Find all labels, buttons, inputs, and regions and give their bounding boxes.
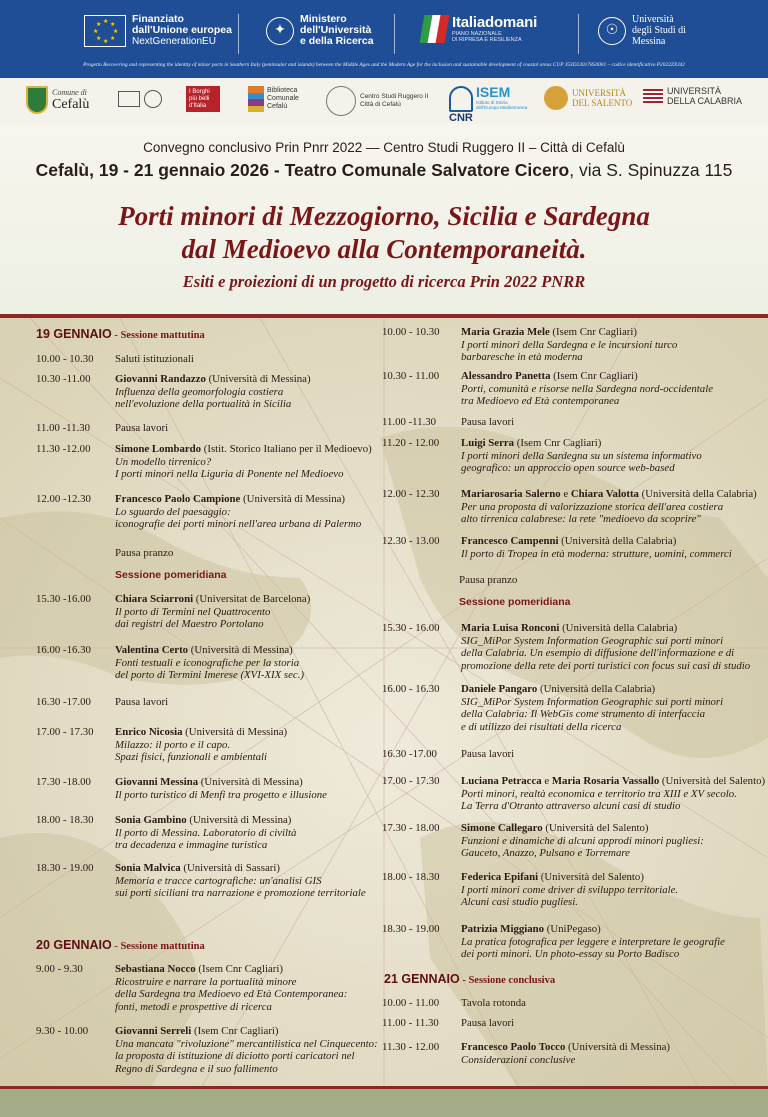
affiliation: (Università della Calabria) bbox=[559, 622, 678, 634]
affiliation: (Università di Messina) bbox=[565, 1041, 671, 1053]
time: 9.30 - 10.00 bbox=[36, 1025, 89, 1037]
schedule-row bbox=[36, 644, 304, 682]
day21-date: 21 GENNAIO bbox=[384, 972, 460, 986]
talk-title: Lo sguardo del paesaggio: bbox=[115, 505, 231, 518]
talk-title: barbaresche in età moderna bbox=[461, 351, 583, 363]
schedule-row bbox=[382, 871, 678, 909]
funding-banner bbox=[0, 0, 768, 78]
schedule-row bbox=[382, 923, 725, 961]
ruggero-2: Città di Cefalù bbox=[360, 101, 401, 108]
salento-2: DEL SALENTO bbox=[572, 98, 633, 108]
schedule-row bbox=[382, 437, 702, 475]
affiliation: (Istit. Storico Italiano per il Medioevo) bbox=[201, 443, 372, 455]
affiliation: (Isem Cnr Cagliari) bbox=[514, 437, 602, 449]
time: 10.30 -11.00 bbox=[36, 373, 91, 385]
schedule-row bbox=[36, 373, 311, 411]
affiliation: (Università di Messina) bbox=[205, 373, 311, 385]
speaker: Chiara Valotta bbox=[570, 488, 639, 500]
biblioteca-bars-icon bbox=[248, 86, 264, 112]
cnr-logo-icon bbox=[449, 86, 473, 112]
time: 16.00 -16.30 bbox=[36, 644, 91, 656]
speaker: Daniele Pangaro bbox=[461, 683, 538, 695]
talk-title: Un modello tirrenico? bbox=[115, 455, 212, 468]
affiliation: (Università di Messina) bbox=[188, 644, 293, 656]
speaker: Enrico Nicosia bbox=[115, 726, 183, 738]
talk-title: Il porto di Messina. Laboratorio di civiltà bbox=[115, 826, 297, 839]
speaker: Sonia Gambino bbox=[115, 814, 187, 826]
speaker: Sebastiana Nocco bbox=[115, 963, 196, 975]
speaker: Alessandro Panetta bbox=[461, 370, 551, 382]
talk-title: Porti, comunità e risorse nella Sardegna nord-occidentale bbox=[461, 382, 713, 395]
time: 17.00 - 17.30 bbox=[382, 775, 440, 787]
talk-title: Il porto di Tropea in età moderna: strutture, uomini, commerci bbox=[461, 547, 732, 560]
talk-title: Gauceto, Anazzo, Pulsano e Torremare bbox=[461, 847, 630, 859]
schedule-row bbox=[382, 997, 526, 1010]
schedule-row bbox=[382, 535, 732, 560]
day21-session: - Sessione conclusiva bbox=[459, 975, 556, 986]
unime-logo bbox=[598, 14, 686, 47]
borghi-text: I Borghi più belli d'Italia bbox=[186, 86, 220, 112]
talk-title: La Terra d'Otranto attraverso alcuni casi di studio bbox=[461, 800, 681, 812]
date-line bbox=[0, 160, 768, 181]
italia-domani-sub1: PIANO NAZIONALE bbox=[452, 31, 502, 37]
schedule-row bbox=[36, 696, 168, 709]
time: 9.00 - 9.30 bbox=[36, 963, 83, 975]
description: Pausa lavori bbox=[115, 696, 169, 708]
talk-title: Memoria e tracce cartografiche: un'analisi GIS bbox=[115, 874, 322, 887]
schedule-row bbox=[382, 1041, 670, 1066]
salento-logo bbox=[544, 86, 632, 110]
schedule-row bbox=[382, 775, 765, 813]
date-bold: Cefalù, 19 - 21 gennaio 2026 - Teatro Comunale Salvatore Cicero bbox=[35, 160, 570, 180]
speaker: Simone Callegaro bbox=[461, 822, 543, 834]
talk-title: Per una proposta di valorizzazione storica dell'area costiera bbox=[461, 500, 724, 513]
time: 11.00 - 11.30 bbox=[382, 1017, 439, 1029]
talk-title: dei porti minori. Un photo-essay su Porto Badisco bbox=[461, 948, 680, 960]
biblio-1: Biblioteca bbox=[267, 87, 298, 94]
mur-line3: e della Ricerca bbox=[300, 35, 374, 47]
title-line2: dal Medioevo alla Contemporaneità. bbox=[181, 234, 587, 264]
day20-date: 20 GENNAIO bbox=[36, 938, 112, 952]
cnr-logo bbox=[449, 86, 476, 124]
description: Pausa lavori bbox=[115, 422, 169, 434]
footer-band bbox=[0, 1086, 768, 1117]
description: Saluti istituzionali bbox=[115, 353, 194, 365]
ruggero-1: Centro Studi Ruggero II bbox=[360, 93, 429, 100]
affiliation: (Università del Salento) bbox=[659, 775, 766, 787]
title-line1: Porti minori di Mezzogiorno, Sicilia e Sardegna bbox=[118, 201, 650, 231]
talk-title: Porti minori, realtà economica e territorio tra XIII e XV secolo. bbox=[461, 787, 737, 800]
speaker: Valentina Certo bbox=[115, 644, 189, 656]
cefalu-logo bbox=[26, 86, 89, 114]
schedule-row bbox=[36, 422, 168, 435]
schedule-row bbox=[382, 416, 514, 429]
unime-line3: Messina bbox=[632, 36, 666, 47]
affiliation: (Università di Sassari) bbox=[180, 862, 280, 874]
affiliation: (Isem Cnr Cagliari) bbox=[191, 1025, 279, 1037]
talk-title: Milazzo: il porto e il capo. bbox=[115, 738, 231, 751]
time: 11.00 -11.30 bbox=[382, 416, 437, 428]
mur-line1: Ministero bbox=[300, 13, 347, 25]
schedule-row bbox=[36, 963, 347, 1013]
time: 16.30 -17.00 bbox=[36, 696, 91, 708]
speaker: Luigi Serra bbox=[461, 437, 515, 449]
time: 18.30 - 19.00 bbox=[382, 923, 440, 935]
unime-line2: degli Studi di bbox=[632, 25, 686, 36]
talk-title: Una mancata "rivoluzione" mercantilistica nel Cinquecento: bbox=[115, 1037, 378, 1050]
time: 11.00 -11.30 bbox=[36, 422, 91, 434]
eu-flag-icon: ★ ★ ★ ★ ★ ★ ★ ★ bbox=[84, 15, 126, 47]
talk-title: Il porto turistico di Menfi tra progetto e illusione bbox=[115, 788, 327, 801]
affiliation: (Universitat de Barcelona) bbox=[193, 593, 311, 605]
cefalu-shield-icon bbox=[26, 86, 48, 114]
time: 11.30 -12.00 bbox=[36, 443, 91, 455]
pausa-pranzo: Pausa pranzo bbox=[115, 547, 174, 559]
subtitle: Esiti e proiezioni di un progetto di ricerca Prin 2022 PNRR bbox=[182, 272, 586, 291]
mur-logo bbox=[266, 14, 374, 47]
time: 17.30 -18.00 bbox=[36, 776, 91, 788]
italia-domani-sub2: DI RIPRESA E RESILIENZA bbox=[452, 37, 522, 43]
talk-title: Considerazioni conclusive bbox=[461, 1053, 576, 1066]
unime-seal-icon: ☉ bbox=[598, 17, 626, 45]
talk-title: tra Medioevo ed Età contemporanea bbox=[461, 395, 620, 407]
cefalu-a: Comune di bbox=[52, 87, 87, 97]
calabria-logo-icon bbox=[643, 89, 663, 103]
talk-title: Influenza della geomorfologia costiera bbox=[115, 385, 284, 398]
calabria-logo bbox=[643, 86, 742, 106]
affiliation: (Università della Calabria) bbox=[537, 683, 656, 695]
talk-title: della Calabria: Il WebGis come strumento di interfaccia bbox=[461, 708, 705, 720]
session-afternoon: Sessione pomeridiana bbox=[459, 596, 571, 608]
ruggero-logo bbox=[326, 86, 428, 116]
calabria-2: DELLA CALABRIA bbox=[667, 96, 743, 106]
talk-title: della Sardegna tra Medioevo ed Età Contemporanea: bbox=[115, 988, 348, 1000]
project-strip: Progetto Recovering and representing the identity of minor ports in Southern Italy (peninsular and islands) between the Middle Ages and the Modern Age for the inclusion and sustainable development of coastal areas CUP J53D23017850001 – codice identificativo P2022ZXJ42 bbox=[83, 62, 685, 68]
speaker: Sonia Malvica bbox=[115, 862, 181, 874]
salento-1: UNIVERSITÀ bbox=[572, 88, 626, 98]
schedule-row bbox=[36, 593, 310, 631]
schedule-row bbox=[36, 1025, 378, 1075]
affiliation: (Università del Salento) bbox=[542, 822, 649, 834]
description: Pausa lavori bbox=[461, 748, 515, 760]
time: 10.30 - 11.00 bbox=[382, 370, 440, 382]
time: 16.00 - 16.30 bbox=[382, 683, 440, 695]
talk-title: alto tirrenica calabrese: la rete "medioevo da scoprire" bbox=[461, 513, 701, 525]
italia-domani-logo bbox=[420, 14, 537, 43]
session-afternoon: Sessione pomeridiana bbox=[115, 569, 227, 581]
talk-title: fonti, metodi e prospettive di ricerca bbox=[115, 1000, 272, 1013]
schedule-row bbox=[36, 776, 327, 801]
schedule-row bbox=[382, 488, 757, 526]
description: Pausa lavori bbox=[461, 416, 515, 428]
talk-title: iconografie dei porti minori nell'area urbana di Palermo bbox=[115, 518, 362, 530]
time: 18.30 - 19.00 bbox=[36, 862, 94, 874]
italia-domani-title: Italiadomani bbox=[452, 14, 538, 31]
speaker: Simone Lombardo bbox=[115, 443, 202, 455]
talk-title: dai registri del Maestro Portolano bbox=[115, 618, 264, 630]
affiliation: (Università del Salento) bbox=[538, 871, 644, 883]
time: 17.30 - 18.00 bbox=[382, 822, 440, 834]
day21-heading bbox=[384, 972, 555, 986]
time: 12.00 - 12.30 bbox=[382, 488, 440, 500]
talk-title: promozione della rete dei porti turistici con focus sui casi di studio bbox=[461, 659, 751, 672]
time: 17.00 - 17.30 bbox=[36, 726, 94, 738]
talk-title: Ricostruire e narrare la portualità minore bbox=[115, 975, 297, 988]
affiliation: (UniPegaso) bbox=[544, 923, 601, 935]
speaker: Patrizia Miggiano bbox=[461, 923, 545, 935]
event-header bbox=[0, 124, 768, 314]
conjunction: e bbox=[541, 775, 552, 787]
affiliation: (Università della Calabria) bbox=[638, 488, 757, 500]
eu-line1: Finanziato bbox=[132, 13, 184, 25]
schedule-row bbox=[382, 1017, 514, 1030]
time: 10.00 - 11.00 bbox=[382, 997, 440, 1009]
day20-session: - Sessione mattutina bbox=[111, 941, 205, 952]
affiliation: (Isem Cnr Cagliari) bbox=[549, 326, 637, 338]
borghi-logo bbox=[186, 86, 220, 112]
eu-logo bbox=[84, 14, 232, 47]
cnr-text: CNR bbox=[449, 112, 473, 124]
talk-title: Regno di Sardegna e il suo fallimento bbox=[115, 1062, 278, 1075]
affiliation: (Università di Messina) bbox=[198, 776, 303, 788]
schedule-row bbox=[382, 370, 713, 408]
talk-title: Fonti testuali e iconografiche per la storia bbox=[115, 656, 300, 669]
description: Tavola rotonda bbox=[461, 997, 526, 1009]
affiliation: (Università di Messina) bbox=[182, 726, 288, 738]
time: 11.20 - 12.00 bbox=[382, 437, 440, 449]
talk-title: I porti minori della Sardegna e le incursioni turco bbox=[461, 338, 678, 351]
cefalu-b: Cefalù bbox=[52, 96, 90, 112]
talk-title: I porti minori come driver di sviluppo territoriale. bbox=[461, 883, 679, 896]
time: 15.30 -16.00 bbox=[36, 593, 91, 605]
talk-title: SIG_MiPor System Information Geographic sui porti minori bbox=[461, 634, 724, 647]
time: 18.00 - 18.30 bbox=[36, 814, 94, 826]
mur-seal-icon: ✦ bbox=[266, 17, 294, 45]
talk-title: la proposta di istituzione di diciotto porti caricatori nel bbox=[115, 1050, 355, 1062]
time: 18.00 - 18.30 bbox=[382, 871, 440, 883]
speaker: Chiara Sciarroni bbox=[115, 593, 194, 605]
affiliation: (Università della Calabria) bbox=[558, 535, 677, 547]
schedule-row bbox=[382, 683, 723, 733]
unime-line1: Università bbox=[632, 14, 674, 25]
time: 12.00 -12.30 bbox=[36, 493, 91, 505]
biblio-3: Cefalù bbox=[267, 103, 288, 110]
eu-line2: dall'Unione europea bbox=[132, 24, 232, 36]
speaker: Francesco Paolo Tocco bbox=[461, 1041, 566, 1053]
speaker: Luciana Petracca bbox=[461, 775, 542, 787]
affiliation: (Università di Messina) bbox=[240, 493, 346, 505]
unesco-logo bbox=[118, 90, 162, 108]
talk-title: tra decadenza e immagine turistica bbox=[115, 839, 268, 851]
schedule-row bbox=[382, 748, 514, 761]
speaker: Giovanni Randazzo bbox=[115, 373, 206, 385]
affiliation: (Isem Cnr Cagliari) bbox=[550, 370, 638, 382]
talk-title: geografico: un approccio open source web-based bbox=[461, 462, 675, 474]
time: 10.00 - 10.30 bbox=[382, 326, 440, 338]
schedule-row bbox=[36, 814, 296, 852]
eu-line3: NextGenerationEU bbox=[132, 36, 216, 47]
calabria-1: UNIVERSITÀ bbox=[667, 86, 722, 96]
time: 11.30 - 12.00 bbox=[382, 1041, 440, 1053]
schedule-row bbox=[36, 443, 372, 481]
schedule-row bbox=[36, 353, 194, 366]
convegno-line: Convegno conclusivo Prin Pnrr 2022 — Centro Studi Ruggero II – Città di Cefalù bbox=[143, 140, 625, 155]
speaker: Federica Epifani bbox=[461, 871, 539, 883]
talk-title: Alcuni casi studio pugliesi. bbox=[461, 896, 578, 908]
time: 16.30 -17.00 bbox=[382, 748, 437, 760]
day20-heading bbox=[36, 938, 205, 952]
time: 10.00 - 10.30 bbox=[36, 353, 94, 365]
italia-flag-icon bbox=[420, 15, 446, 43]
schedule-row bbox=[382, 822, 704, 860]
talk-title: Funzioni e dinamiche di alcuni approdi minori pugliesi: bbox=[461, 834, 704, 847]
affiliation: (Isem Cnr Cagliari) bbox=[195, 963, 283, 975]
time: 12.30 - 13.00 bbox=[382, 535, 440, 547]
day19-heading bbox=[36, 327, 205, 341]
biblioteca-logo bbox=[248, 86, 299, 112]
speaker: Giovanni Serreli bbox=[115, 1025, 192, 1037]
mur-line2: dell'Università bbox=[300, 24, 372, 36]
speaker: Mariarosaria Salerno bbox=[461, 488, 561, 500]
speaker: Francesco Campenni bbox=[461, 535, 559, 547]
date-rest: , via S. Spinuzza 115 bbox=[569, 160, 733, 180]
talk-title: I porti minori della Sardegna su un sistema informativo bbox=[461, 449, 702, 462]
schedule-row bbox=[36, 862, 366, 900]
talk-title: e di utilizzo dei risultati della ricerca bbox=[461, 720, 622, 733]
isem-logo bbox=[476, 84, 530, 110]
talk-title: Il porto di Termini nel Quattrocento bbox=[115, 605, 271, 618]
schedule-row bbox=[382, 326, 677, 364]
partner-logos bbox=[0, 78, 768, 124]
pausa-pranzo: Pausa pranzo bbox=[459, 574, 518, 586]
time: 15.30 - 16.00 bbox=[382, 622, 440, 634]
isem-text: ISEM bbox=[476, 84, 511, 100]
speaker: Maria Grazia Mele bbox=[461, 326, 550, 338]
day19-date: 19 GENNAIO bbox=[36, 327, 112, 341]
affiliation: (Università di Messina) bbox=[186, 814, 292, 826]
conjunction: e bbox=[560, 488, 571, 500]
day19-session: - Sessione mattutina bbox=[111, 330, 205, 341]
isem-sub: Istituto di Storia dell'Europa Mediterranea bbox=[476, 100, 528, 110]
speaker: Maria Rosaria Vassallo bbox=[551, 775, 660, 787]
talk-title: SIG_MiPor System Information Geographic sui porti minori bbox=[461, 695, 724, 708]
talk-title: del porto di Termini Imerese (XVI-XIX sec.) bbox=[115, 669, 304, 681]
schedule-row bbox=[36, 493, 361, 531]
talk-title: della Calabria. Un esempio di diffusione dell'informazione e di bbox=[461, 647, 735, 659]
biblio-2: Comunale bbox=[267, 95, 299, 102]
programme-panel bbox=[0, 314, 768, 1086]
talk-title: nell'evoluzione della portualità in Sicilia bbox=[115, 398, 292, 410]
speaker: Giovanni Messina bbox=[115, 776, 199, 788]
ruggero-seal-icon bbox=[326, 86, 356, 116]
speaker: Francesco Paolo Campione bbox=[115, 493, 241, 505]
salento-seal-icon bbox=[544, 86, 568, 110]
talk-title: La pratica fotografica per leggere e interpretare le geografie bbox=[461, 935, 725, 948]
schedule-row bbox=[36, 726, 287, 764]
schedule-row bbox=[382, 622, 750, 672]
speaker: Maria Luisa Ronconi bbox=[461, 622, 560, 634]
talk-title: I porti minori nella Liguria di Ponente nel Medioevo bbox=[115, 468, 344, 480]
description: Pausa lavori bbox=[461, 1017, 515, 1029]
talk-title: sui porti siciliani tra narrazione e promozione territoriale bbox=[115, 887, 366, 899]
talk-title: Spazi fisici, funzionali e ambientali bbox=[115, 751, 268, 763]
